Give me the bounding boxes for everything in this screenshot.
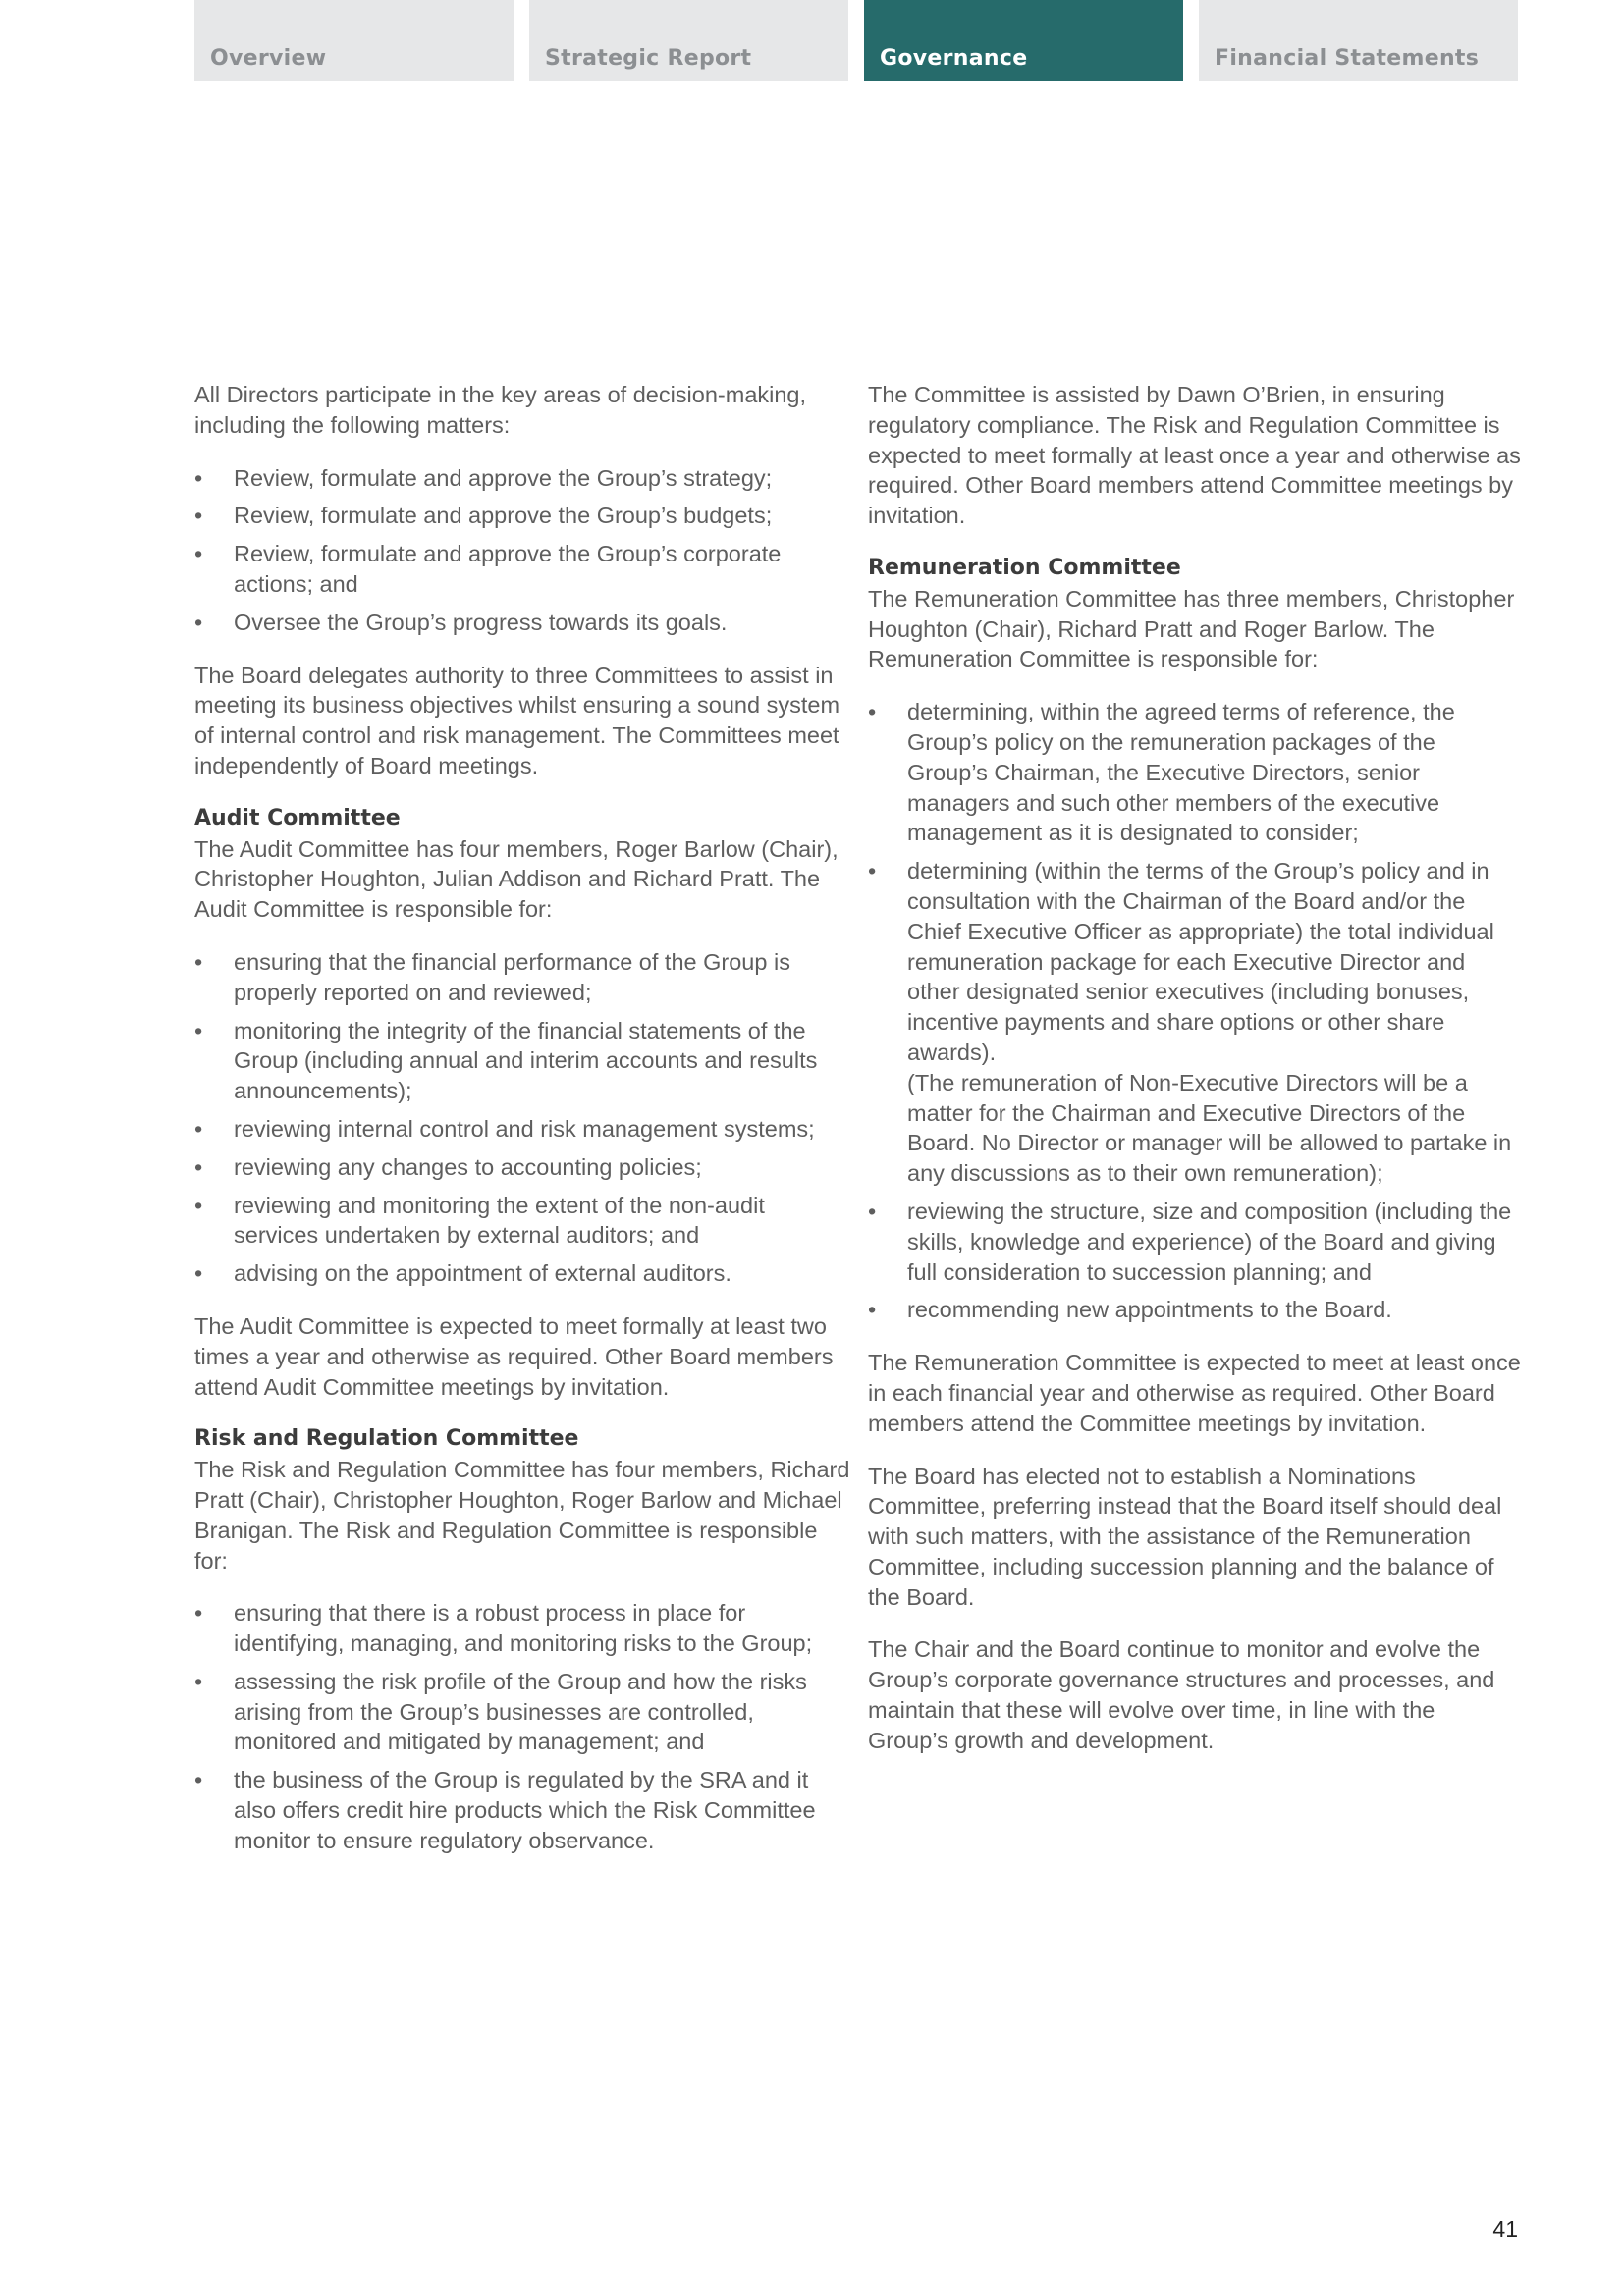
- list-item: • Review, formulate and approve the Group’s budgets;: [194, 501, 850, 531]
- list-item-note: (The remuneration of Non-Executive Directors will be a matter for the Chairman and Executive Directors of the Board. No Director or manager will be allowed to partake in any discussions as to their own remuneration);: [907, 1069, 1512, 1187]
- risk-committee-heading: Risk and Regulation Committee: [194, 1426, 579, 1452]
- section-tabs: [194, 0, 1517, 81]
- tab-overview[interactable]: Overview: [194, 0, 514, 81]
- page-number: 41: [1492, 2216, 1518, 2242]
- list-item: • assessing the risk profile of the Group and how the risks arising from the Group’s businesses are controlled, monitored and mitigated by management; and: [194, 1667, 850, 1757]
- remuneration-committee-meetings: The Remuneration Committee is expected to meet at least once in each financial year and otherwise as required. Other Board members attend the Committee meetings by invitation.: [868, 1350, 1521, 1436]
- list-item: • Review, formulate and approve the Group’s strategy;: [194, 463, 850, 494]
- left-column: [194, 380, 850, 1879]
- audit-committee-heading: Audit Committee: [194, 805, 401, 830]
- list-item-text: determining (within the terms of the Group’s policy and in consultation with the Chairman of the Board and/or the Chief Executive Officer as appropriate) the total individual remuneration package for each Executive Director and other designated senior executives (including bonuses, incentive payments and share options or other share awards).: [907, 858, 1494, 1065]
- remuneration-committee-heading: Remuneration Committee: [868, 555, 1181, 580]
- right-column: [868, 380, 1521, 1779]
- remuneration-committee-list: [868, 697, 1521, 1325]
- risk-committee-body: The Risk and Regulation Committee has four members, Richard Pratt (Chair), Christopher Houghton, Roger Barlow and Michael Branigan. The Risk and Regulation Committee is responsible for:: [194, 1457, 850, 1574]
- risk-committee-assist: The Committee is assisted by Dawn O’Brien, in ensuring regulatory compliance. The Risk and Regulation Committee is expected to meet formally at least once a year and otherwise as required. Other Board members attend Committee meetings by invitation.: [868, 382, 1521, 529]
- audit-committee-list: [194, 947, 850, 1289]
- tab-financial-statements[interactable]: Financial Statements: [1199, 0, 1518, 81]
- closing-paragraph: The Chair and the Board continue to monitor and evolve the Group’s corporate governance structures and processes, and maintain that these will evolve over time, in line with the Group’s growth and development.: [868, 1636, 1495, 1753]
- list-item: • Review, formulate and approve the Group’s corporate actions; and: [194, 539, 850, 600]
- list-item: • monitoring the integrity of the financial statements of the Group (including annual and interim accounts and results announcements);: [194, 1016, 850, 1106]
- list-item: • recommending new appointments to the Board.: [868, 1295, 1521, 1325]
- list-item: • reviewing the structure, size and composition (including the skills, knowledge and experience) of the Board and giving full consideration to succession planning; and: [868, 1197, 1521, 1287]
- tab-strategic-report[interactable]: Strategic Report: [529, 0, 848, 81]
- list-item: • Oversee the Group’s progress towards its goals.: [194, 608, 850, 638]
- list-item: • advising on the appointment of external auditors.: [194, 1258, 850, 1289]
- board-matters-list: [194, 463, 850, 638]
- list-item: • the business of the Group is regulated by the SRA and it also offers credit hire products which the Risk Committee monitor to ensure regulatory observance.: [194, 1765, 850, 1855]
- nominations-paragraph: The Board has elected not to establish a Nominations Committee, preferring instead that the Board itself should deal with such matters, with the assistance of the Remuneration Committee, including succession planning and the balance of the Board.: [868, 1463, 1502, 1610]
- list-item: • reviewing and monitoring the extent of the non-audit services undertaken by external auditors; and: [194, 1191, 850, 1252]
- list-item: • reviewing internal control and risk management systems;: [194, 1114, 850, 1145]
- tab-governance[interactable]: Governance: [864, 0, 1183, 81]
- list-item: [868, 856, 1521, 1189]
- risk-committee-list: [194, 1598, 850, 1855]
- audit-committee-meetings: The Audit Committee is expected to meet formally at least two times a year and otherwise as required. Other Board members attend Audit Committee meetings by invitation.: [194, 1312, 834, 1400]
- list-item: • ensuring that the financial performance of the Group is properly reported on and reviewed;: [194, 947, 850, 1008]
- audit-committee-body: The Audit Committee has four members, Roger Barlow (Chair), Christopher Houghton, Julian Addison and Richard Pratt. The Audit Committee is responsible for:: [194, 835, 839, 923]
- list-item: • determining, within the agreed terms of reference, the Group’s policy on the remuneration packages of the Group’s Chairman, the Executive Directors, senior managers and such other members of the executive management as it is designated to consider;: [868, 697, 1521, 848]
- intro-paragraph: All Directors participate in the key areas of decision-making, including the following matters:: [194, 382, 807, 438]
- delegation-paragraph: The Board delegates authority to three Committees to assist in meeting its business objectives whilst ensuring a sound system of internal control and risk management. The Committees meet independently of Board meetings.: [194, 662, 840, 778]
- list-item: • ensuring that there is a robust process in place for identifying, managing, and monitoring risks to the Group;: [194, 1598, 850, 1659]
- list-item: • reviewing any changes to accounting policies;: [194, 1152, 850, 1183]
- remuneration-committee-body: The Remuneration Committee has three members, Christopher Houghton (Chair), Richard Pratt and Roger Barlow. The Remuneration Committee is responsible for:: [868, 585, 1515, 672]
